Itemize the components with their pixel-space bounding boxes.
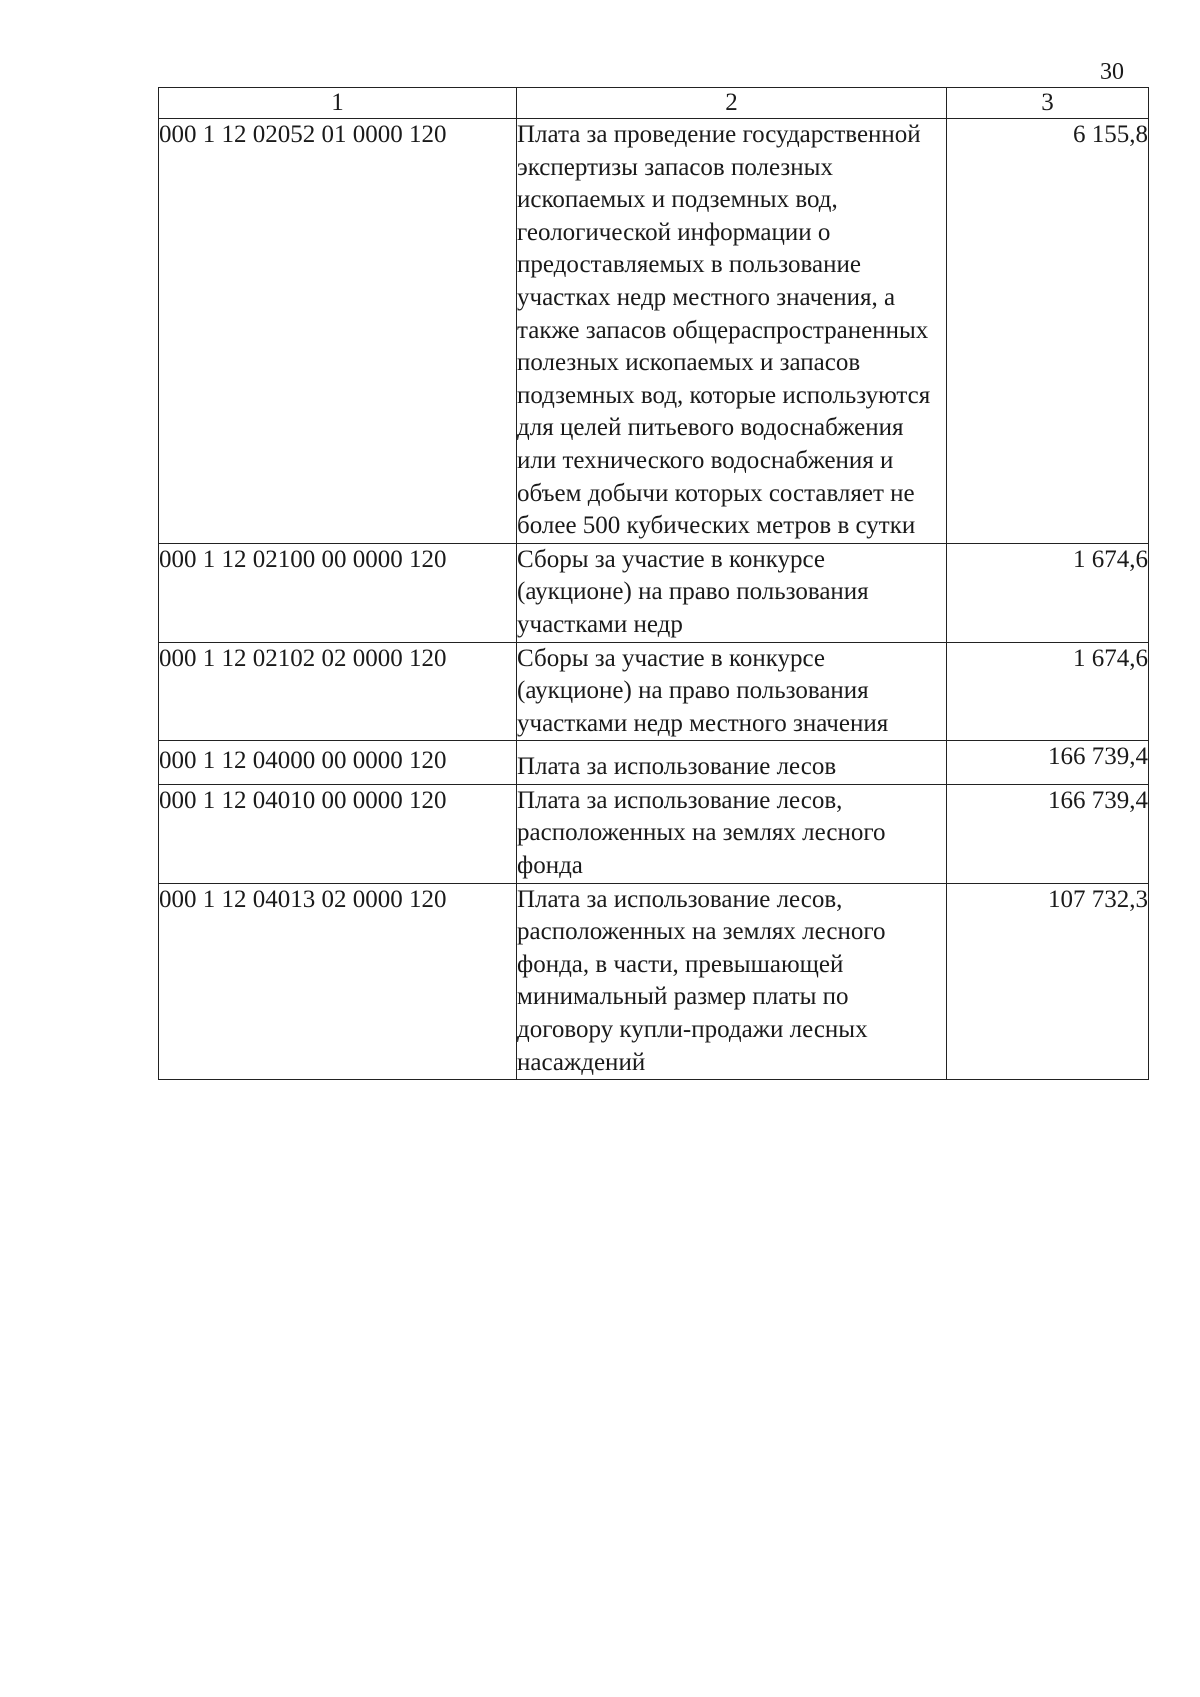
table-header-row (159, 88, 1149, 119)
income-description: Сборы за участие в конкурсе (аукционе) на право пользования участками недр (517, 543, 947, 642)
income-description: Плата за использование лесов (517, 741, 947, 785)
table-row (159, 784, 1149, 883)
budget-code: 000 1 12 04013 02 0000 120 (159, 883, 517, 1080)
amount-value: 166 739,4 (947, 741, 1149, 785)
amount-value: 1 674,6 (947, 642, 1149, 741)
budget-code: 000 1 12 02100 00 0000 120 (159, 543, 517, 642)
header-column-1: 1 (159, 88, 517, 119)
amount-value: 6 155,8 (947, 119, 1149, 544)
header-column-2: 2 (517, 88, 947, 119)
table-row (159, 543, 1149, 642)
budget-code: 000 1 12 02102 02 0000 120 (159, 642, 517, 741)
income-description: Плата за использование лесов, расположенных на землях лесного фонда, в части, превышающей минимальный размер платы по договору купли-продажи лесных насаждений (517, 883, 947, 1080)
table-row (159, 883, 1149, 1080)
income-description: Плата за проведение государственной экспертизы запасов полезных ископаемых и подземных вод, геологической информации о предоставляемых в пользование участках недр местного значения, а также запасов общераспространенных полезных ископаемых и запасов подземных вод, которые используются для целей питьевого водоснабжения или технического водоснабжения и объем добычи которых составляет не более 500 кубических метров в сутки (517, 119, 947, 544)
budget-table (158, 87, 1149, 1080)
table-row (159, 741, 1149, 785)
header-column-3: 3 (947, 88, 1149, 119)
amount-value: 1 674,6 (947, 543, 1149, 642)
table-row (159, 642, 1149, 741)
budget-code: 000 1 12 04000 00 0000 120 (159, 741, 517, 785)
income-description: Плата за использование лесов, расположенных на землях лесного фонда (517, 784, 947, 883)
budget-code: 000 1 12 04010 00 0000 120 (159, 784, 517, 883)
budget-code: 000 1 12 02052 01 0000 120 (159, 119, 517, 544)
table-row (159, 119, 1149, 544)
page-number: 30 (1100, 59, 1124, 85)
amount-value: 166 739,4 (947, 784, 1149, 883)
amount-value: 107 732,3 (947, 883, 1149, 1080)
income-description: Сборы за участие в конкурсе (аукционе) на право пользования участками недр местного значения (517, 642, 947, 741)
